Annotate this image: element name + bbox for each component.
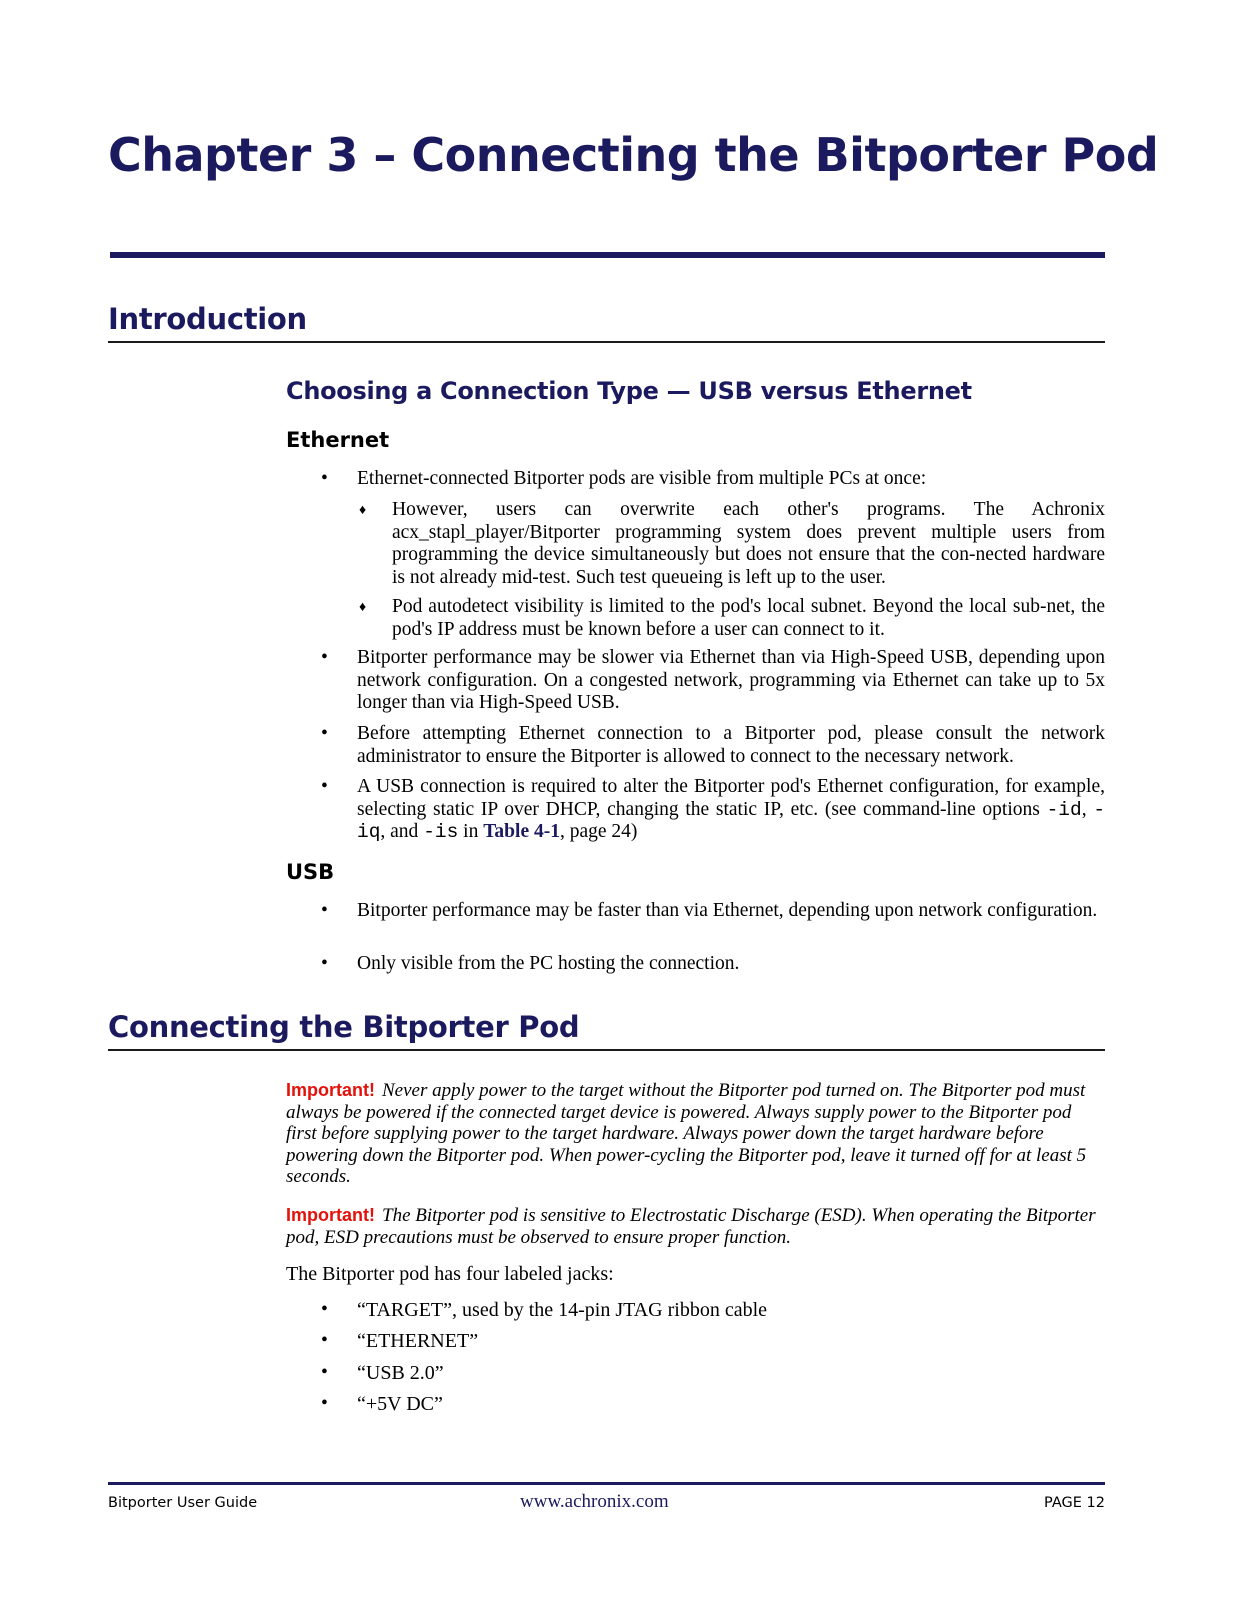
important-text: The Bitporter pod is sensitive to Electrostatic Discharge (ESD). When operating the Bitporter pod, ESD precautions must be observed to ensure proper function. — [286, 1205, 1096, 1248]
ethernet-bullet-1: Ethernet-connected Bitporter pods are visible from multiple PCs at once: — [357, 468, 927, 489]
bullet-icon: • — [321, 468, 328, 489]
bullet-icon: • — [321, 647, 328, 668]
subsection-heading-connection-type: Choosing a Connection Type — USB versus Ethernet — [286, 377, 972, 405]
ethernet-sub-bullet-1: However, users can overwrite each other's programs. The Achronix acx_stapl_player/Bitporter programming system does prevent multiple users from programming the device simultaneously but does not ensure that the con-nected hardware is not already mid-test. Such test queueing is left up to the user. — [392, 499, 1105, 589]
ethernet-bullet-2: Bitporter performance may be slower via Ethernet than via High-Speed USB, depending upon network configuration. On a congested network, programming via Ethernet can take up to 5x longer than via High-Speed USB. — [357, 647, 1105, 714]
section-rule — [108, 1049, 1105, 1051]
section-rule — [108, 341, 1105, 343]
bullet-icon: • — [321, 1299, 328, 1320]
important-note-power — [286, 1080, 1104, 1188]
ethernet-bullet-4-text: in — [458, 821, 484, 843]
bullet-icon: • — [321, 1330, 328, 1351]
diamond-icon: ♦ — [359, 600, 367, 615]
bullet-icon: • — [321, 723, 328, 744]
important-note-esd — [286, 1205, 1104, 1248]
footer-website-link[interactable]: www.achronix.com — [520, 1491, 669, 1512]
jack-item-ethernet: “ETHERNET” — [357, 1330, 479, 1352]
footer-doc-title: Bitporter User Guide — [108, 1495, 258, 1511]
bullet-icon: • — [321, 776, 328, 797]
jack-item-target: “TARGET”, used by the 14-pin JTAG ribbon cable — [357, 1299, 768, 1321]
chapter-rule — [110, 252, 1105, 258]
diamond-icon: ♦ — [359, 503, 367, 518]
important-label: Important! — [286, 1080, 375, 1100]
ethernet-bullet-4-text: A USB connection is required to alter the Bitporter pod's Ethernet configuration, for example, selecting static IP over DHCP, changing the static IP, etc. (see command-line options — [357, 776, 1105, 820]
ethernet-bullet-4 — [357, 776, 1105, 844]
chapter-title: Chapter 3 – Connecting the Bitporter Pod — [108, 128, 1159, 182]
table-4-1-link[interactable]: Table 4-1 — [483, 821, 560, 843]
footer-page-number: PAGE 12 — [1044, 1495, 1105, 1511]
bullet-icon: • — [321, 1362, 328, 1383]
separator: , — [1081, 798, 1094, 820]
subheading-usb: USB — [286, 860, 335, 884]
usb-bullet-1: Bitporter performance may be faster than via Ethernet, depending upon network configuration. — [357, 900, 1098, 921]
ethernet-bullet-3: Before attempting Ethernet connection to a Bitporter pod, please consult the network administrator to ensure the Bitporter is allowed to connect to the necessary network. — [357, 723, 1105, 767]
ethernet-bullet-4-text: , page 24) — [559, 821, 638, 843]
separator: , and — [380, 821, 424, 843]
ethernet-sub-bullet-2: Pod autodetect visibility is limited to the pod's local subnet. Beyond the local sub-net, the pod's IP address must be known before a user can connect to it. — [392, 596, 1105, 640]
section-heading-introduction: Introduction — [108, 302, 307, 336]
jack-item-usb: “USB 2.0” — [357, 1362, 444, 1384]
option-iq: -iq — [357, 798, 1106, 844]
bullet-icon: • — [321, 953, 328, 974]
usb-bullet-2: Only visible from the PC hosting the connection. — [357, 953, 740, 974]
bullet-icon: • — [321, 900, 328, 921]
option-id: -id — [1046, 798, 1082, 821]
jacks-intro: The Bitporter pod has four labeled jacks: — [286, 1263, 614, 1285]
subheading-ethernet: Ethernet — [286, 428, 390, 452]
important-text: Never apply power to the target without the Bitporter pod turned on. The Bitporter pod must always be powered if the connected target device is powered. Always supply power to the Bitporter pod first before supplying power to the target hardware. Always power down the target hardware before powering down the Bitporter pod. When power-cycling the Bitporter pod, leave it turned off for at least 5 seconds. — [286, 1080, 1087, 1188]
jack-item-power: “+5V DC” — [357, 1393, 443, 1415]
important-label: Important! — [286, 1205, 375, 1225]
footer-rule — [108, 1482, 1105, 1485]
section-heading-connecting: Connecting the Bitporter Pod — [108, 1010, 580, 1044]
bullet-icon: • — [321, 1393, 328, 1414]
option-is: -is — [423, 821, 459, 844]
